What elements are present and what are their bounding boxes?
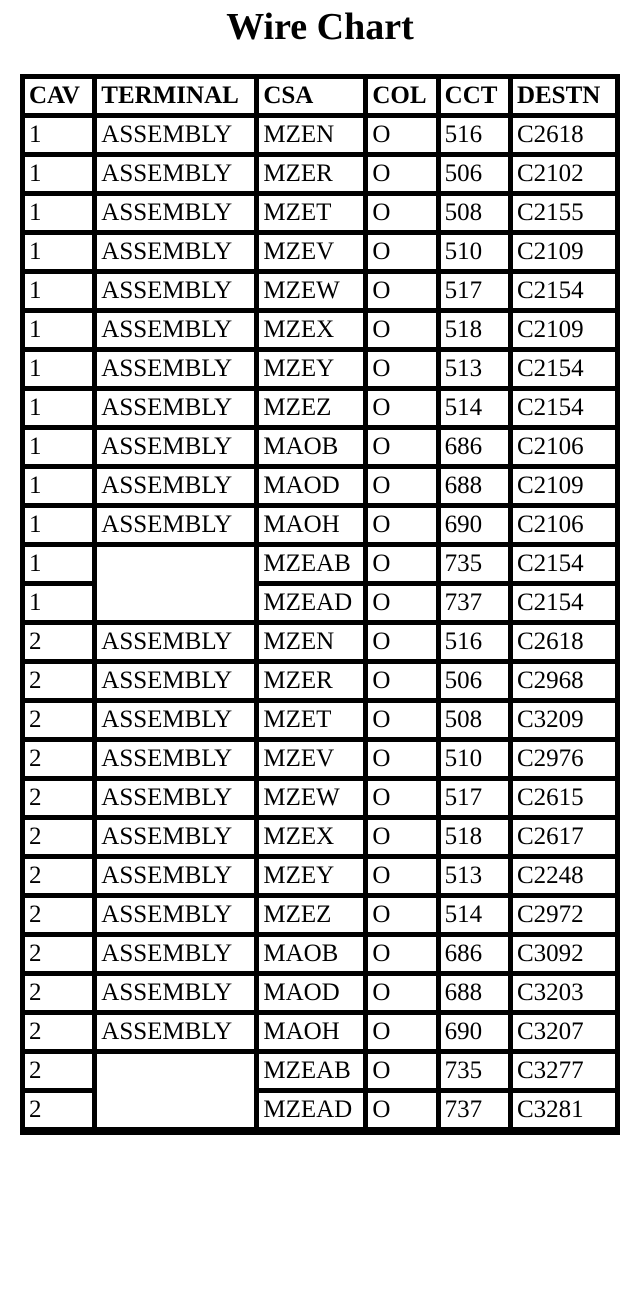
cell-destn: C2618	[513, 118, 615, 152]
cell-cav: 1	[25, 157, 92, 191]
cell-cav: 2	[25, 976, 92, 1010]
cell-cav: 2	[25, 742, 92, 776]
table-row	[25, 274, 615, 308]
cell-csa: MZET	[259, 703, 363, 737]
table-row	[25, 898, 615, 932]
cell-csa: MZEZ	[259, 898, 363, 932]
cell-csa: MZEX	[259, 313, 363, 347]
cell-cct: 514	[441, 391, 508, 425]
cell-cav: 2	[25, 1015, 92, 1049]
cell-cct: 516	[441, 625, 508, 659]
cell-cav: 2	[25, 859, 92, 893]
cell-col: O	[368, 586, 435, 620]
cell-csa: MZEN	[259, 118, 363, 152]
cell-destn: C3209	[513, 703, 615, 737]
cell-csa: MAOB	[259, 430, 363, 464]
cell-destn: C2976	[513, 742, 615, 776]
cell-csa: MAOD	[259, 469, 363, 503]
cell-cct: 686	[441, 937, 508, 971]
cell-csa: MZEAB	[259, 1054, 363, 1088]
table-row	[25, 625, 615, 659]
cell-cav: 1	[25, 313, 92, 347]
table-row	[25, 937, 615, 971]
cell-cct: 510	[441, 742, 508, 776]
table-row	[25, 742, 615, 776]
cell-cav: 1	[25, 547, 92, 581]
cell-cav: 1	[25, 508, 92, 542]
cell-cct: 513	[441, 352, 508, 386]
table-row	[25, 118, 615, 152]
header-terminal: TERMINAL	[97, 79, 254, 113]
table-row	[25, 391, 615, 425]
page-title: Wire Chart	[226, 6, 414, 48]
cell-col: O	[368, 469, 435, 503]
table-row	[25, 859, 615, 893]
cell-cav: 2	[25, 625, 92, 659]
cell-terminal: ASSEMBLY	[97, 820, 254, 854]
cell-destn: C2154	[513, 274, 615, 308]
cell-col: O	[368, 313, 435, 347]
cell-destn: C2106	[513, 508, 615, 542]
cell-cav: 1	[25, 196, 92, 230]
cell-csa: MZEAD	[259, 586, 363, 620]
cell-cct: 508	[441, 196, 508, 230]
cell-col: O	[368, 742, 435, 776]
cell-cav: 1	[25, 391, 92, 425]
cell-destn: C3277	[513, 1054, 615, 1088]
cell-cct: 737	[441, 1093, 508, 1127]
cell-cct: 508	[441, 703, 508, 737]
cell-terminal-blank	[97, 547, 254, 620]
cell-destn: C2102	[513, 157, 615, 191]
cell-cct: 690	[441, 508, 508, 542]
table-row	[25, 313, 615, 347]
cell-col: O	[368, 1015, 435, 1049]
table-row	[25, 1015, 615, 1049]
cell-terminal: ASSEMBLY	[97, 235, 254, 269]
cell-destn: C2248	[513, 859, 615, 893]
cell-col: O	[368, 703, 435, 737]
cell-cav: 1	[25, 430, 92, 464]
cell-col: O	[368, 820, 435, 854]
table-row	[25, 976, 615, 1010]
cell-csa: MZEW	[259, 274, 363, 308]
cell-col: O	[368, 196, 435, 230]
cell-destn: C2617	[513, 820, 615, 854]
cell-terminal: ASSEMBLY	[97, 469, 254, 503]
cell-cav: 2	[25, 937, 92, 971]
cell-col: O	[368, 664, 435, 698]
cell-cct: 690	[441, 1015, 508, 1049]
cell-csa: MZER	[259, 664, 363, 698]
cell-cav: 2	[25, 820, 92, 854]
cell-col: O	[368, 859, 435, 893]
cell-destn: C3203	[513, 976, 615, 1010]
cell-csa: MAOB	[259, 937, 363, 971]
cell-csa: MZER	[259, 157, 363, 191]
cell-cct: 735	[441, 547, 508, 581]
cell-cct: 514	[441, 898, 508, 932]
cell-col: O	[368, 391, 435, 425]
cell-cav: 1	[25, 274, 92, 308]
cell-cct: 517	[441, 274, 508, 308]
cell-col: O	[368, 118, 435, 152]
cell-cct: 688	[441, 976, 508, 1010]
cell-csa: MAOH	[259, 1015, 363, 1049]
cell-terminal: ASSEMBLY	[97, 157, 254, 191]
cell-terminal: ASSEMBLY	[97, 391, 254, 425]
table-row	[25, 196, 615, 230]
table-row	[25, 703, 615, 737]
cell-cct: 518	[441, 313, 508, 347]
cell-destn: C2109	[513, 313, 615, 347]
cell-cav: 2	[25, 898, 92, 932]
cell-cct: 518	[441, 820, 508, 854]
cell-terminal: ASSEMBLY	[97, 1015, 254, 1049]
cell-destn: C2972	[513, 898, 615, 932]
cell-destn: C2154	[513, 391, 615, 425]
cell-terminal: ASSEMBLY	[97, 781, 254, 815]
cell-csa: MZEAB	[259, 547, 363, 581]
cell-destn: C2618	[513, 625, 615, 659]
cell-destn: C2109	[513, 469, 615, 503]
cell-cav: 2	[25, 1054, 92, 1088]
table-row	[25, 547, 615, 581]
cell-destn: C2615	[513, 781, 615, 815]
cell-destn: C3281	[513, 1093, 615, 1127]
cell-cav: 1	[25, 586, 92, 620]
cell-cav: 1	[25, 469, 92, 503]
cell-col: O	[368, 274, 435, 308]
table-body	[25, 118, 615, 1127]
cell-col: O	[368, 352, 435, 386]
cell-csa: MZEZ	[259, 391, 363, 425]
cell-terminal: ASSEMBLY	[97, 118, 254, 152]
cell-terminal: ASSEMBLY	[97, 703, 254, 737]
cell-destn: C2968	[513, 664, 615, 698]
cell-cct: 735	[441, 1054, 508, 1088]
cell-csa: MZEY	[259, 352, 363, 386]
cell-csa: MZEV	[259, 742, 363, 776]
cell-destn: C2154	[513, 586, 615, 620]
cell-col: O	[368, 781, 435, 815]
cell-terminal: ASSEMBLY	[97, 859, 254, 893]
cell-cct: 513	[441, 859, 508, 893]
cell-terminal: ASSEMBLY	[97, 313, 254, 347]
cell-col: O	[368, 976, 435, 1010]
cell-terminal: ASSEMBLY	[97, 274, 254, 308]
cell-terminal: ASSEMBLY	[97, 508, 254, 542]
cell-csa: MZEN	[259, 625, 363, 659]
cell-destn: C2155	[513, 196, 615, 230]
cell-terminal-blank	[97, 1054, 254, 1127]
cell-terminal: ASSEMBLY	[97, 937, 254, 971]
cell-terminal: ASSEMBLY	[97, 664, 254, 698]
header-cav: CAV	[25, 79, 92, 113]
cell-col: O	[368, 157, 435, 191]
cell-col: O	[368, 508, 435, 542]
cell-destn: C2154	[513, 352, 615, 386]
cell-cct: 506	[441, 664, 508, 698]
table-row	[25, 469, 615, 503]
cell-csa: MZEX	[259, 820, 363, 854]
header-cct: CCT	[441, 79, 508, 113]
cell-destn: C2109	[513, 235, 615, 269]
table-header-row	[25, 79, 615, 113]
cell-col: O	[368, 1054, 435, 1088]
header-destn: DESTN	[513, 79, 615, 113]
cell-csa: MAOD	[259, 976, 363, 1010]
cell-terminal: ASSEMBLY	[97, 625, 254, 659]
cell-col: O	[368, 430, 435, 464]
cell-cct: 688	[441, 469, 508, 503]
cell-destn: C2106	[513, 430, 615, 464]
cell-cct: 510	[441, 235, 508, 269]
cell-cav: 2	[25, 664, 92, 698]
table-row	[25, 352, 615, 386]
cell-col: O	[368, 1093, 435, 1127]
table-row	[25, 820, 615, 854]
cell-csa: MZEW	[259, 781, 363, 815]
table-row	[25, 157, 615, 191]
cell-csa: MZEAD	[259, 1093, 363, 1127]
cell-col: O	[368, 898, 435, 932]
wire-chart-table-frame	[20, 74, 620, 1135]
cell-terminal: ASSEMBLY	[97, 430, 254, 464]
cell-cct: 686	[441, 430, 508, 464]
cell-cav: 2	[25, 781, 92, 815]
cell-terminal: ASSEMBLY	[97, 196, 254, 230]
wire-chart-table	[20, 74, 620, 1132]
cell-cct: 506	[441, 157, 508, 191]
cell-terminal: ASSEMBLY	[97, 898, 254, 932]
cell-col: O	[368, 625, 435, 659]
cell-destn: C3207	[513, 1015, 615, 1049]
header-col: COL	[368, 79, 435, 113]
header-csa: CSA	[259, 79, 363, 113]
table-row	[25, 430, 615, 464]
cell-csa: MZET	[259, 196, 363, 230]
cell-cct: 517	[441, 781, 508, 815]
cell-destn: C2154	[513, 547, 615, 581]
cell-terminal: ASSEMBLY	[97, 976, 254, 1010]
table-row	[25, 664, 615, 698]
cell-cav: 2	[25, 703, 92, 737]
cell-cav: 2	[25, 1093, 92, 1127]
cell-col: O	[368, 547, 435, 581]
table-row	[25, 781, 615, 815]
cell-cct: 516	[441, 118, 508, 152]
cell-csa: MZEY	[259, 859, 363, 893]
cell-cct: 737	[441, 586, 508, 620]
cell-destn: C3092	[513, 937, 615, 971]
cell-csa: MZEV	[259, 235, 363, 269]
cell-cav: 1	[25, 118, 92, 152]
cell-col: O	[368, 937, 435, 971]
cell-cav: 1	[25, 352, 92, 386]
cell-col: O	[368, 235, 435, 269]
cell-cav: 1	[25, 235, 92, 269]
cell-csa: MAOH	[259, 508, 363, 542]
table-row	[25, 1054, 615, 1088]
cell-terminal: ASSEMBLY	[97, 742, 254, 776]
table-row	[25, 508, 615, 542]
table-row	[25, 235, 615, 269]
cell-terminal: ASSEMBLY	[97, 352, 254, 386]
